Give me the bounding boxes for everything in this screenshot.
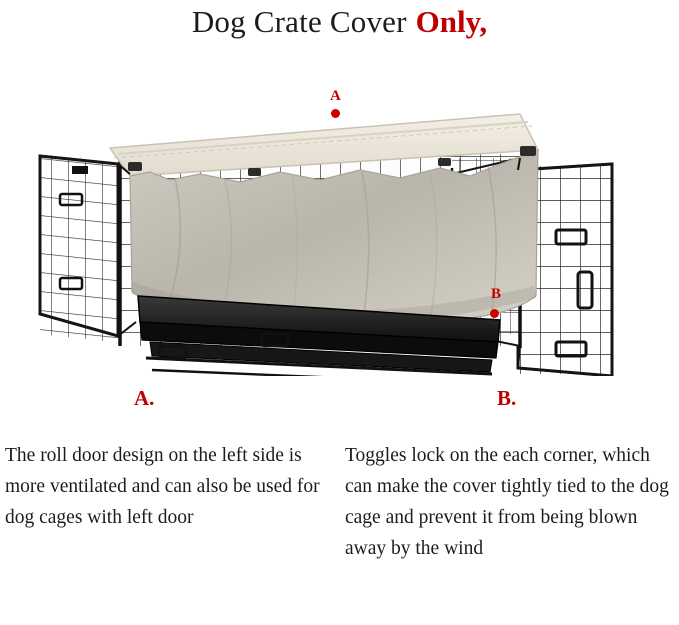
- page-title: [0, 0, 679, 44]
- title-main-text: Dog Crate Cover: [191, 4, 407, 39]
- left-open-door: [40, 154, 118, 342]
- marker-a-dot: [331, 109, 340, 118]
- product-photo: [0, 46, 679, 376]
- caption-a-letter: A.: [134, 386, 155, 410]
- caption-letters-row: [0, 386, 679, 416]
- marker-b-label: B: [491, 286, 502, 302]
- caption-a-text: The roll door design on the left side is more ventilated and can also be used for dog cages with left door: [5, 445, 320, 528]
- caption-b-letter: B.: [497, 386, 517, 410]
- title-accent-text: Only,: [415, 4, 488, 39]
- caption-text-columns: [0, 440, 679, 620]
- caption-b-text: Toggles lock on the each corner, which can make the cover tightly tied to the dog cage and prevent it from being blown away by the wind: [345, 445, 669, 559]
- marker-b-dot: [490, 309, 499, 318]
- marker-a-label: A: [330, 88, 341, 104]
